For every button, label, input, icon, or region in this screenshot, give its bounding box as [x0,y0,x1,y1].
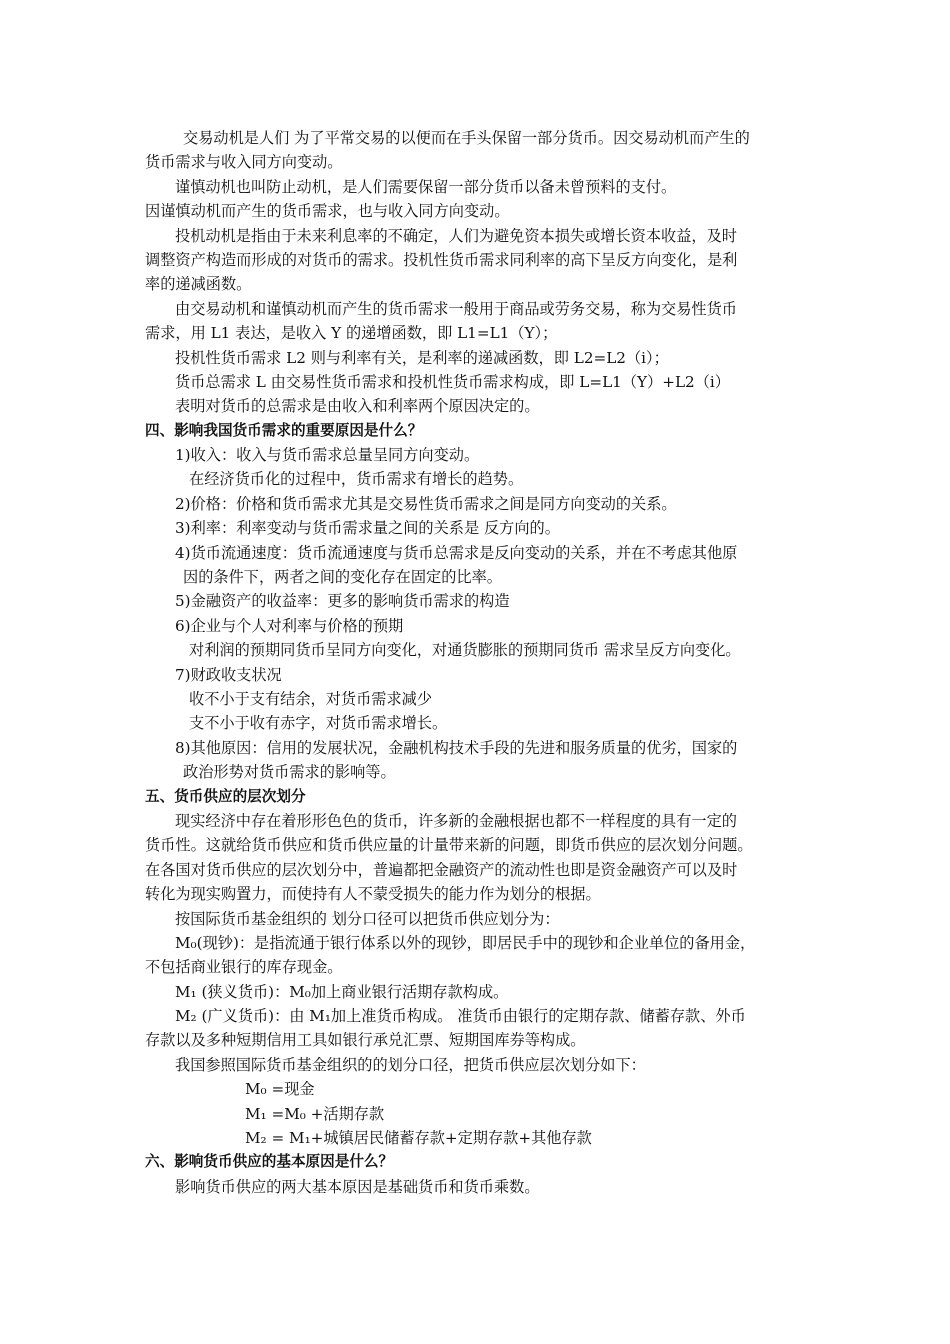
text-line: 在经济货币化的过程中，货币需求有增长的趋势。 [189,470,524,489]
text-line: 我国参照国际货币基金组织的的划分口径，把货币供应层次划分如下： [175,1055,646,1074]
text-line: 货币性。这就给货币供应和货币供应量的计量带来新的问题，即货币供应的层次划分问题。 [145,836,753,855]
text-line: 在各国对货币供应的层次划分中，普遍都把金融资产的流动性也即是资金融资产可以及时 [145,860,738,879]
text-line: 3)利率：利率变动与货币需求量之间的关系是 反方向的。 [175,519,560,538]
text-line: 8)其他原因：信用的发展状况，金融机构技术手段的先进和服务质量的优劣，国家的 [175,738,738,757]
text-line: 6)企业与个人对利率与价格的预期 [175,616,404,635]
text-line: 2)价格：价格和货币需求尤其是交易性货币需求之间是同方向变动的关系。 [175,494,677,513]
text-line: 投机动机是指由于未来利息率的不确定，人们为避免资本损失或增长资本收益，及时 [175,226,737,245]
section-heading: 五、货币供应的层次划分 [145,787,306,805]
text-line: 4)货币流通速度：货币流通速度与货币总需求是反向变动的关系，并在不考虑其他原 [175,543,738,562]
text-line: 交易动机是人们 为了平常交易的以便而在手头保留一部分货币。因交易动机而产生的 [183,129,750,147]
text-line: 货币总需求 L 由交易性货币需求和投机性货币需求构成，即 L=L1（Y）+L2（i） [175,372,730,391]
text-line: 表明对货币的总需求是由收入和利率两个原因决定的。 [175,397,540,416]
text-line: 不包括商业银行的库存现金。 [145,958,343,977]
text-line: M₀ =现金 [245,1080,315,1099]
text-line: 按国际货币基金组织的 划分口径可以把货币供应划分为： [175,909,560,928]
text-line: M₁ =M₀ +活期存款 [245,1104,385,1123]
text-line: 因谨慎动机而产生的货币需求，也与收入同方向变动。 [145,202,510,221]
document-body [145,126,810,1199]
text-line: 5)金融资产的收益率：更多的影响货币需求的构造 [175,592,510,611]
section-heading: 四、影响我国货币需求的重要原因是什么？ [145,421,423,439]
text-line: 7)财政收支状况 [175,665,282,684]
text-line: 需求，用 L1 表达，是收入 Y 的递增函数，即 L1=L1（Y）； [145,324,558,343]
text-line: 转化为现实购置力，而使持有人不蒙受损失的能力作为划分的根据。 [145,885,601,904]
text-line: 对利润的预期同货币呈同方向变化，对通货膨胀的预期同货币 需求呈反方向变化。 [189,641,741,660]
text-line: M₂ = M₁+城镇居民储蓄存款+定期存款+其他存款 [245,1129,592,1148]
text-line: 收不小于支有结余，对货币需求减少 [189,689,432,708]
text-line: 调整资产构造而形成的对货币的需求。投机性货币需求同利率的高下呈反方向变化，是利 [145,250,738,269]
text-line: 现实经济中存在着形形色色的货币，许多新的金融根据也都不一样程度的具有一定的 [175,811,737,830]
text-line: M₂ (广义货币)：由 M₁加上准货币构成。 准货币由银行的定期存款、储蓄存款、外币 [175,1007,746,1026]
text-line: 货币需求与收入同方向变动。 [145,153,343,172]
text-line: 由交易动机和谨慎动机而产生的货币需求一般用于商品或劳务交易，称为交易性货币 [175,299,737,318]
text-line: 1)收入：收入与货币需求总量呈同方向变动。 [175,446,480,465]
text-line: 支不小于收有赤字，对货币需求增长。 [189,714,448,733]
text-line: 因的条件下，两者之间的变化存在固定的比率。 [183,568,502,587]
text-line: M₀(现钞)：是指流通于银行体系以外的现钞，即居民手中的现钞和企业单位的备用金， [175,933,756,952]
section-heading: 六、影响货币供应的基本原因是什么？ [145,1153,394,1171]
text-line: M₁ (狭义货币)：M₀加上商业银行活期存款构成。 [175,982,509,1001]
text-line: 政治形势对货币需求的影响等。 [183,763,396,782]
text-line: 影响货币供应的两大基本原因是基础货币和货币乘数。 [175,1177,540,1196]
text-line: 存款以及多种短期信用工具如银行承兑汇票、短期国库券等构成。 [145,1031,586,1050]
text-line: 投机性货币需求 L2 则与利率有关，是利率的递减函数，即 L2=L2（i）； [175,348,669,367]
text-line: 谨慎动机也叫防止动机，是人们需要保留一部分货币以备未曾预料的支付。 [175,177,677,196]
text-line: 率的递减函数。 [145,275,252,294]
